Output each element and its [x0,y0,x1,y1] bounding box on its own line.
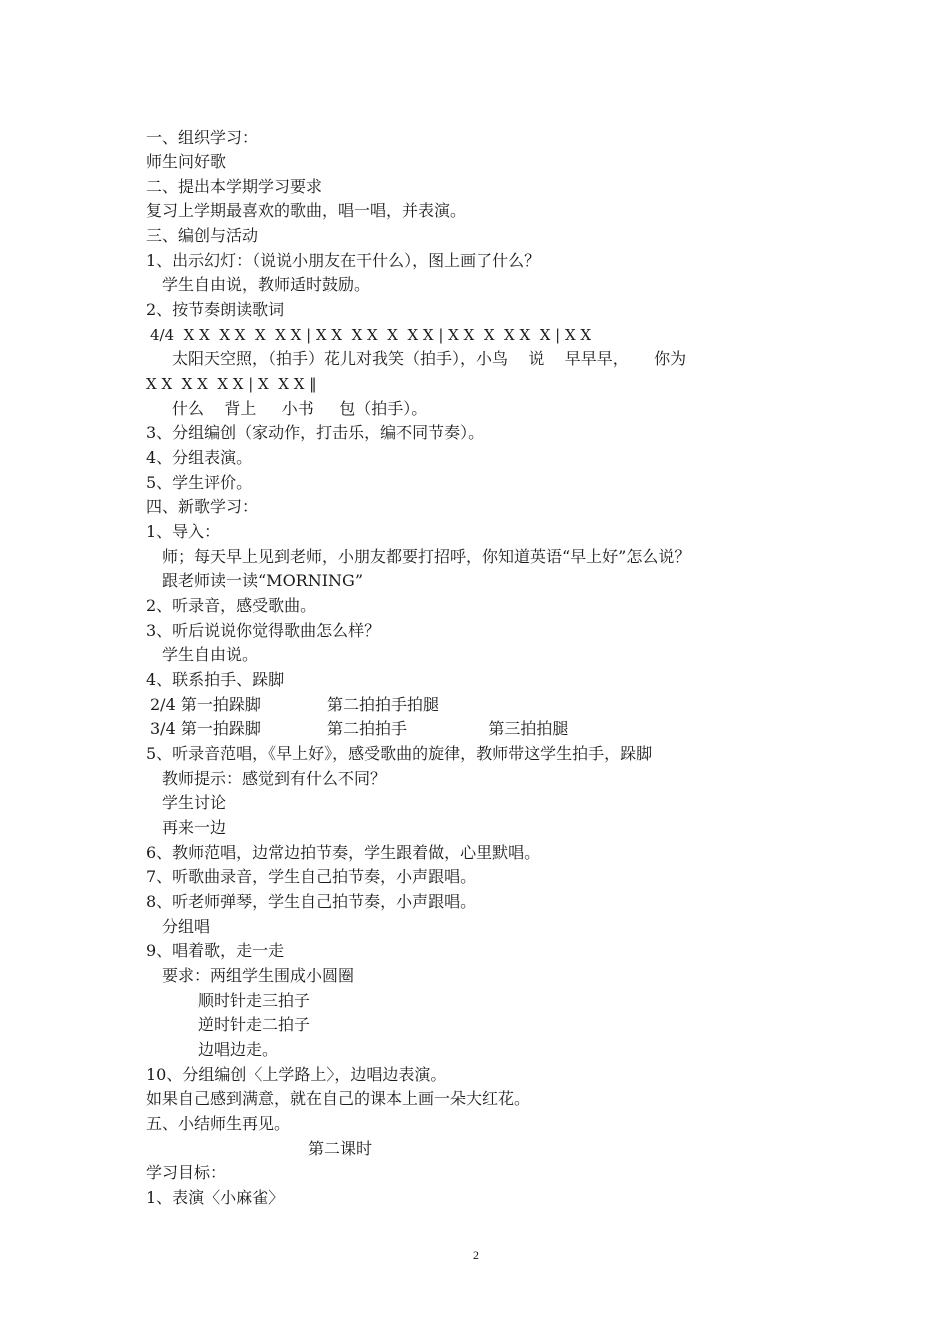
rhythm-notation: 4/4 X X X X X X X | X X X X X X X | X X X X X X | X X [150,326,592,344]
text-line: 5、听录音范唱，《早上好》，感受歌曲的旋律，教师带这学生拍手，跺脚 [146,744,653,763]
lyrics-line: 什么 背上 小书 包（拍手）。 [172,399,428,418]
text-line: 复习上学期最喜欢的歌曲，唱一唱，并表演。 [146,201,467,220]
text-line: 2、听录音，感受歌曲。 [146,596,317,615]
text-line: 3、分组编创（家动作，打击乐，编不同节奏）。 [146,423,485,442]
text-line: 如果自己感到满意，就在自己的课本上画一朵大红花。 [146,1089,531,1108]
text-line: 4、分组表演。 [146,448,253,467]
text-line: 3、听后说说你觉得歌曲怎么样？ [146,621,381,640]
text-line: 1、导入： [146,522,221,541]
heading-new-song: 四、新歌学习： [146,497,259,516]
text-line: 学生自由说。 [162,645,259,664]
heading-organize-study: 一、组织学习： [146,128,259,147]
text-line: 学生讨论 [162,793,227,812]
text-line: 1、出示幻灯：（说说小朋友在干什么），图上画了什么？ [146,251,541,270]
text-line: 学生自由说，教师适时鼓励。 [162,275,371,294]
text-line: 学习目标： [146,1163,227,1182]
text-line: 教师提示：感觉到有什么不同？ [162,769,387,788]
lyrics-line: 太阳天空照，（拍手）花儿对我笑（拍手），小鸟 说 早早早， 你为 [172,349,687,368]
text-line: 10、分组编创〈上学路上〉，边唱边表演。 [146,1065,447,1084]
meter-line: 2/4 第一拍跺脚 第二拍拍手拍腿 [150,695,439,714]
text-line: 边唱边走。 [198,1040,279,1059]
text-line: 5、学生评价。 [146,473,253,492]
text-line: 要求：两组学生围成小圆圈 [162,966,355,985]
text-line: 6、教师范唱，边常边拍节奏，学生跟着做，心里默唱。 [146,843,541,862]
rhythm-notation: X X X X X X | X X X ‖ [146,375,317,393]
meter-line: 3/4 第一拍跺脚 第二拍拍手 第三拍拍腿 [150,719,569,738]
text-line: 师生问好歌 [146,152,227,171]
text-line: 顺时针走三拍子 [198,991,311,1010]
text-line: 7、听歌曲录音，学生自己拍节奏，小声跟唱。 [146,867,477,886]
text-line: 8、听老师弹琴，学生自己拍节奏，小声跟唱。 [146,892,477,911]
text-line: 2、按节奏朗读歌词 [146,300,285,319]
text-line: 分组唱 [162,917,211,936]
heading-semester-requirements: 二、提出本学期学习要求 [146,177,323,196]
text-line: 逆时针走二拍子 [198,1015,311,1034]
text-line: 9、唱着歌，走一走 [146,941,285,960]
heading-summary: 五、小结师生再见。 [146,1114,291,1133]
text-line: 4、联系拍手、跺脚 [146,670,285,689]
text-line: 1、表演〈小麻雀〉 [146,1188,285,1207]
heading-creation-activity: 三、编创与活动 [146,226,259,245]
text-line: 跟老师读一读“MORNING” [162,571,364,590]
page-number: 2 [473,1248,479,1262]
text-line: 再来一边 [162,818,227,837]
heading-second-lesson: 第二课时 [308,1139,373,1158]
text-line: 师；每天早上见到老师，小朋友都要打招呼，你知道英语“早上好”怎么说？ [162,547,691,566]
